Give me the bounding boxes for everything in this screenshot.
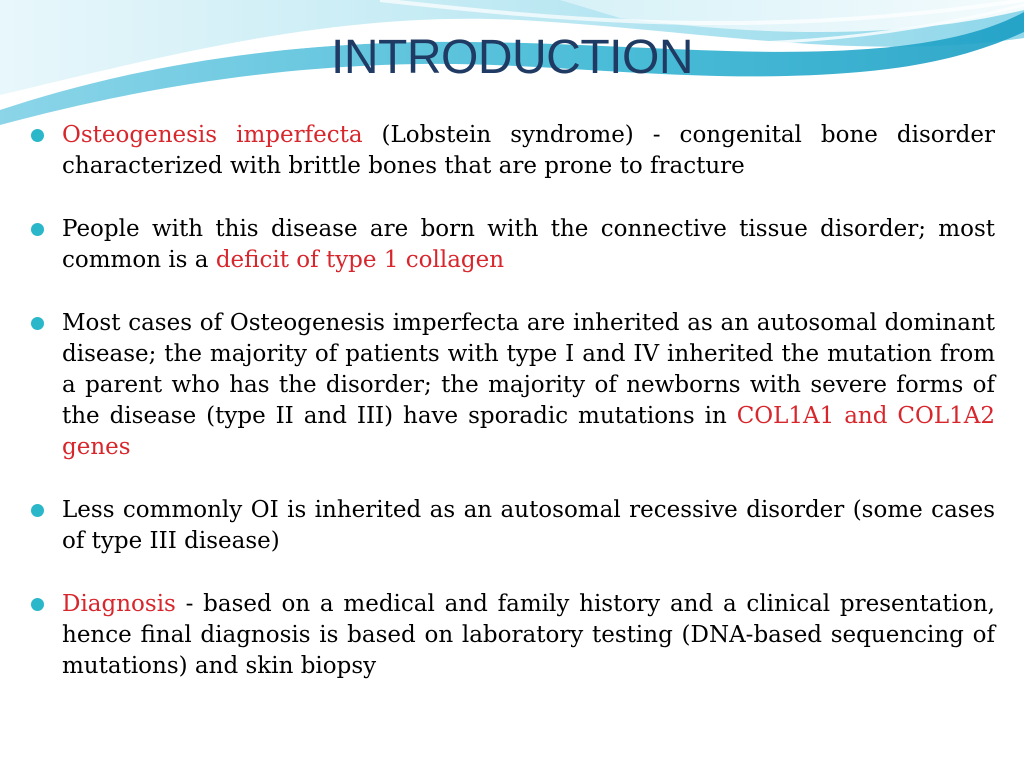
bullet-item-collagen bbox=[30, 214, 995, 276]
bullet-highlight: COL1A1 and COL1A2 genes bbox=[62, 403, 995, 460]
bullet-dot-icon bbox=[31, 598, 44, 611]
bullet-text: (Lobstein syndrome) - congenital bone disorder characterized with brittle bones that are prone to fracture bbox=[62, 122, 995, 179]
bullet-item-osteogenesis bbox=[30, 120, 995, 182]
page-title: INTRODUCTION bbox=[331, 31, 693, 84]
bullet-text: Less commonly OI is inherited as an autosomal recessive disorder (some cases of type III disease) bbox=[62, 497, 995, 554]
bullet-item-recessive bbox=[30, 495, 995, 557]
bullet-text: People with this disease are born with the connective tissue disorder; most common is a bbox=[62, 216, 995, 273]
bullet-highlight: Diagnosis bbox=[62, 591, 176, 617]
bullet-highlight: deficit of type 1 collagen bbox=[215, 247, 505, 273]
bullet-text: Most cases of Osteogenesis imperfecta are inherited as an autosomal dominant disease; the majority of patients with type I and IV inherited the mutation from a parent who has the disorder; the majority of newborns with severe forms of the disease (type II and III) have sporadic mutations in bbox=[62, 310, 995, 429]
bullet-list bbox=[30, 120, 995, 714]
bullet-text: - based on a medical and family history and a clinical presentation, hence final diagnosis is based on laboratory testing (DNA-based sequencing of mutations) and skin biopsy bbox=[62, 591, 995, 679]
bullet-dot-icon bbox=[31, 504, 44, 517]
bullet-dot-icon bbox=[31, 223, 44, 236]
bullet-highlight: Osteogenesis imperfecta bbox=[62, 122, 363, 148]
bullet-item-diagnosis bbox=[30, 589, 995, 682]
bullet-dot-icon bbox=[31, 317, 44, 330]
bullet-dot-icon bbox=[31, 129, 44, 142]
bullet-item-inheritance bbox=[30, 308, 995, 463]
